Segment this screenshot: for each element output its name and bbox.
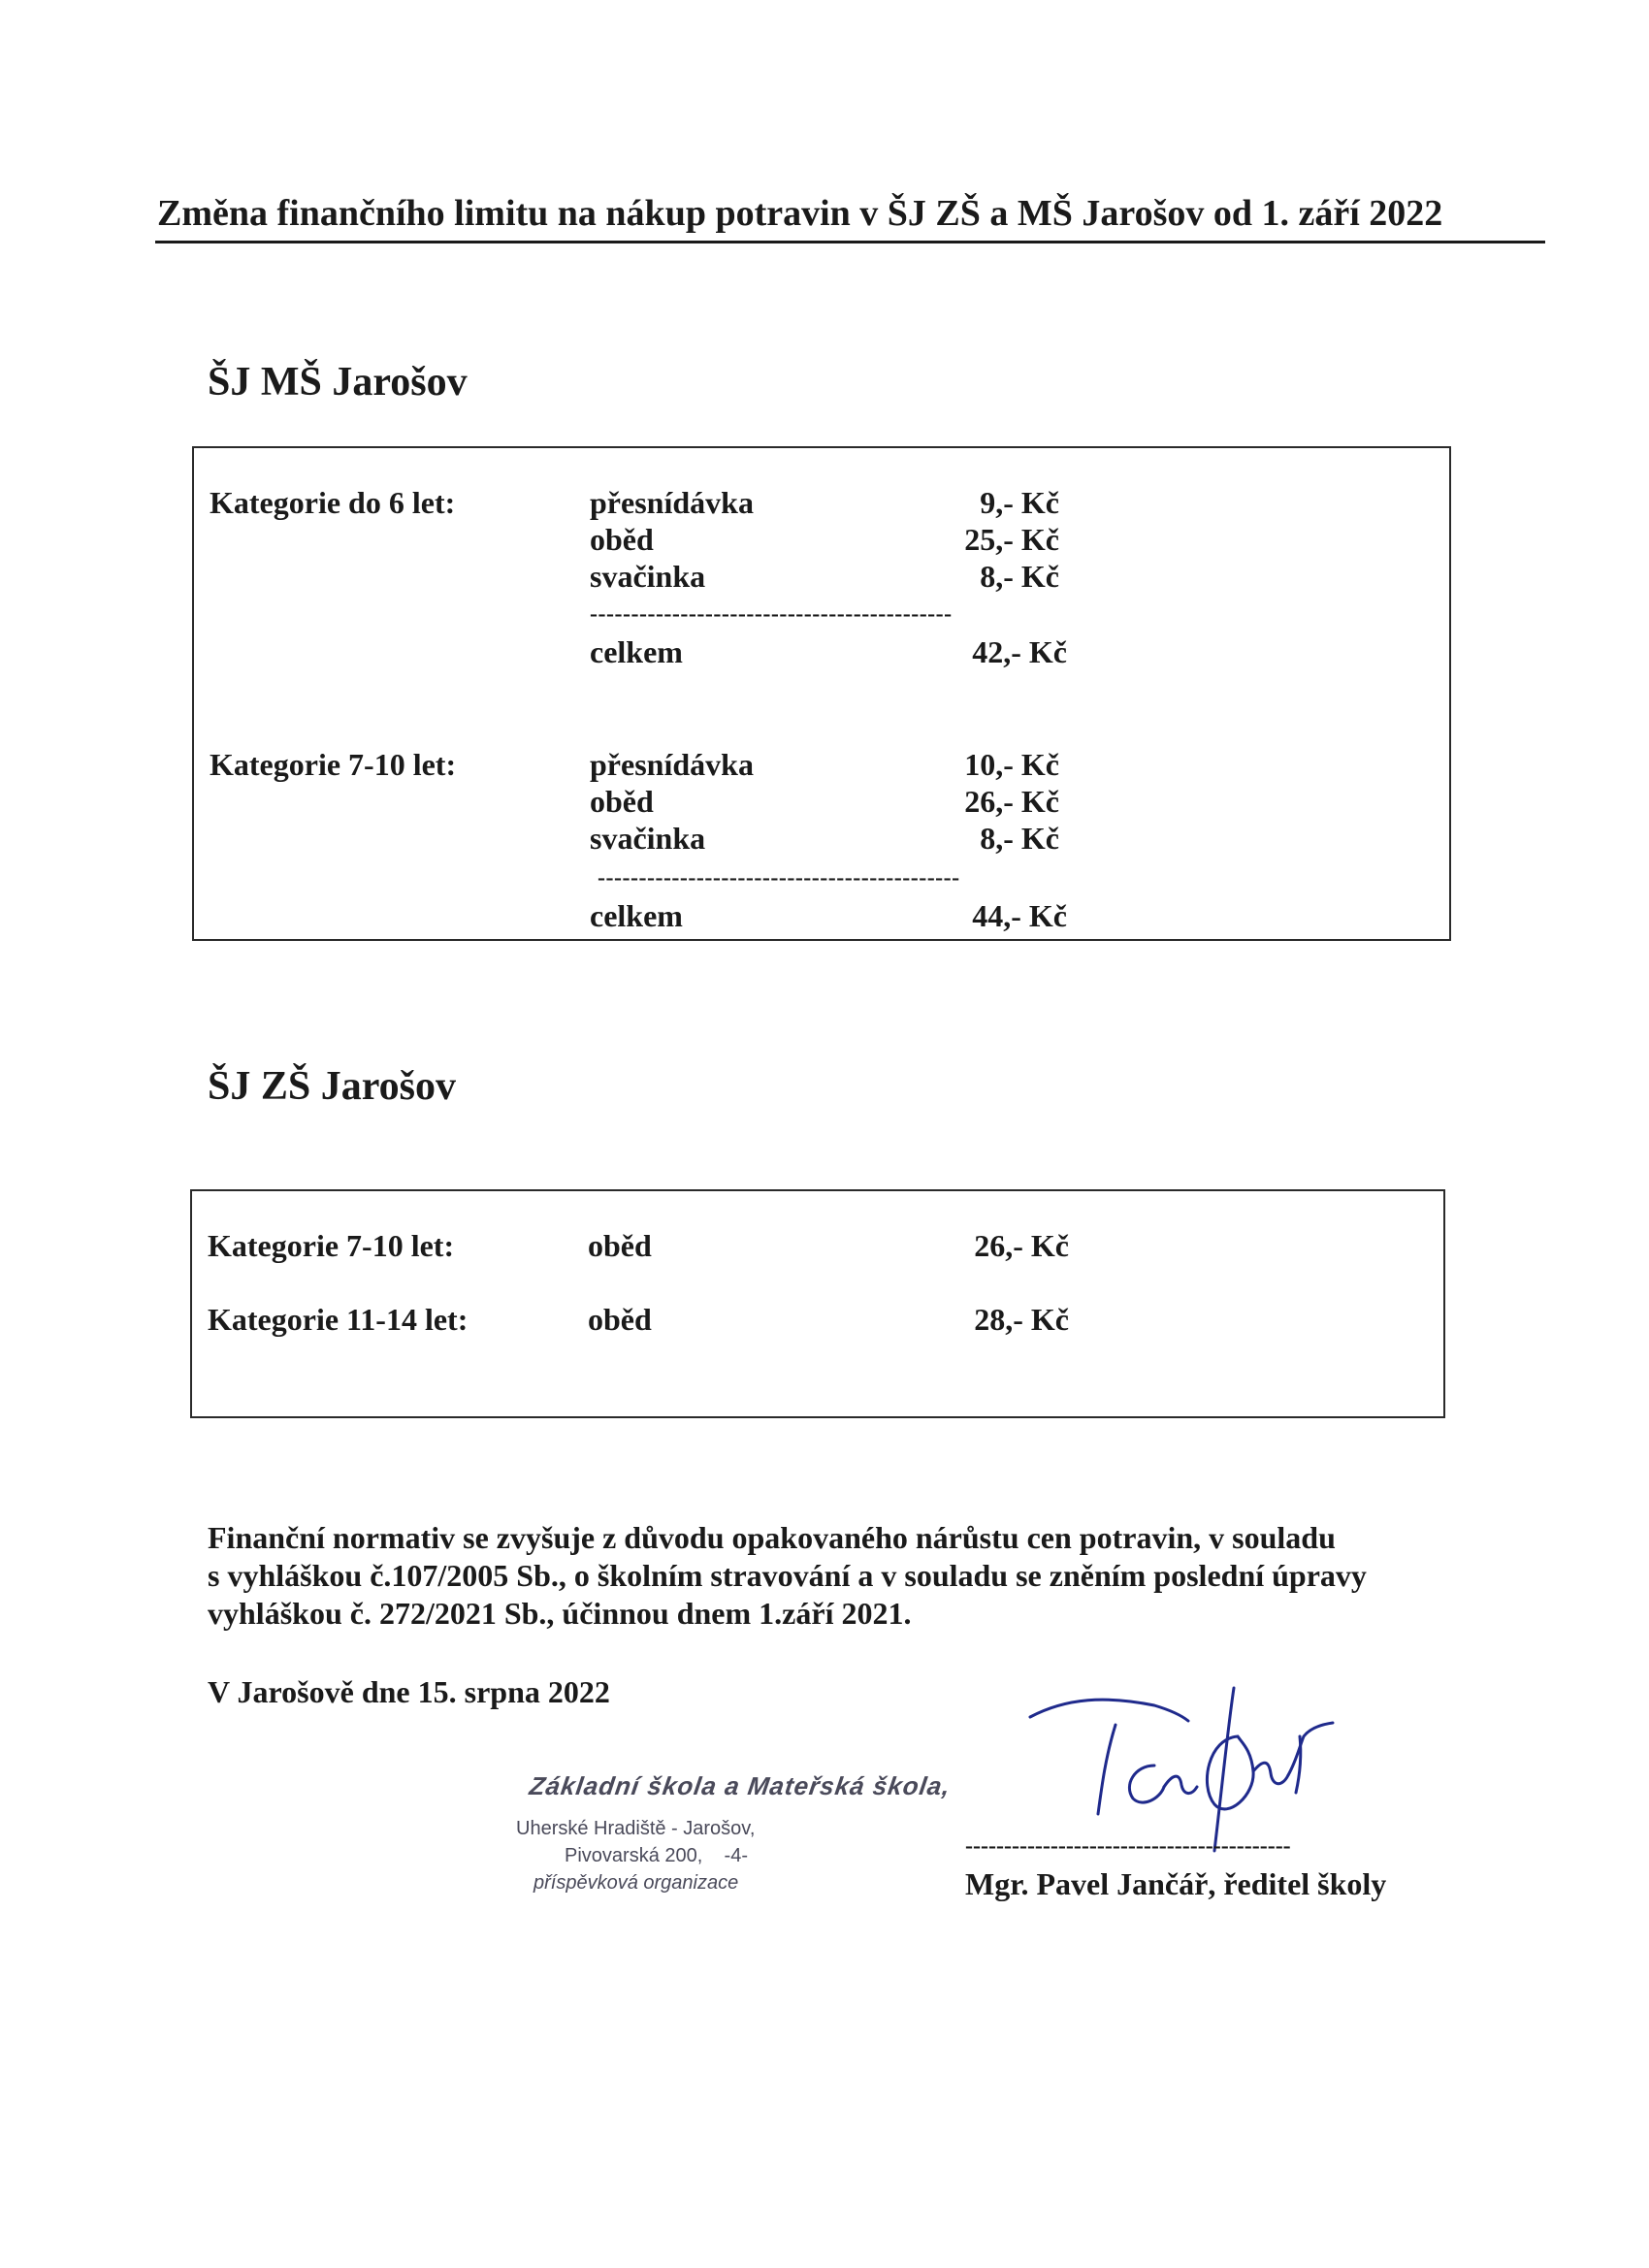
- category-label: Kategorie 7-10 let:: [210, 747, 457, 782]
- meal-name: oběd: [590, 784, 654, 819]
- meal-amount: 9,- Kč: [980, 485, 1059, 520]
- total-amount: 44,- Kč: [972, 898, 1067, 933]
- ms-section-heading: ŠJ MŠ Jarošov: [208, 360, 468, 405]
- meal-name: svačinka: [590, 821, 706, 856]
- title-underline: [155, 241, 1545, 243]
- total-label: celkem: [590, 898, 683, 933]
- document-title: Změna finančního limitu na nákup potravin v ŠJ ZŠ a MŠ Jarošov od 1. září 2022: [157, 193, 1443, 234]
- meal-amount: 28,- Kč: [974, 1302, 1069, 1337]
- meal-amount: 8,- Kč: [980, 559, 1059, 594]
- category-label: Kategorie 7-10 let:: [208, 1228, 455, 1263]
- meal-name: oběd: [590, 522, 654, 557]
- meal-name: svačinka: [590, 559, 706, 594]
- meal-amount: 25,- Kč: [964, 522, 1059, 557]
- school-stamp: [504, 1771, 953, 1907]
- meal-amount: 10,- Kč: [964, 747, 1059, 782]
- category-label: Kategorie do 6 let:: [210, 485, 456, 520]
- category-label: Kategorie 11-14 let:: [208, 1302, 469, 1337]
- total-amount: 42,- Kč: [972, 634, 1067, 669]
- meal-name: přesnídávka: [590, 747, 754, 782]
- explanatory-note: [208, 1519, 1469, 1633]
- handwritten-signature: [1009, 1678, 1339, 1853]
- meal-amount: 8,- Kč: [980, 821, 1059, 856]
- place-and-date: V Jarošově dne 15. srpna 2022: [208, 1674, 610, 1709]
- separator-line: --------------------------------------------: [598, 865, 960, 891]
- signer-name: Mgr. Pavel Jančář, ředitel školy: [965, 1866, 1387, 1901]
- meal-name: oběd: [588, 1228, 652, 1263]
- note-line: vyhláškou č. 272/2021 Sb., účinnou dnem 1.září 2021.: [208, 1596, 912, 1631]
- separator-line: --------------------------------------------: [590, 601, 953, 627]
- stamp-line: Pivovarská 200, -4-: [565, 1845, 748, 1866]
- note-line: Finanční normativ se zvyšuje z důvodu opakovaného nárůstu cen potravin, v souladu: [208, 1520, 1336, 1555]
- note-line: s vyhláškou č.107/2005 Sb., o školním stravování a v souladu se zněním poslední úpravy: [208, 1558, 1367, 1593]
- zs-section-heading: ŠJ ZŠ Jarošov: [208, 1064, 456, 1109]
- meal-amount: 26,- Kč: [974, 1228, 1069, 1263]
- total-label: celkem: [590, 634, 683, 669]
- meal-amount: 26,- Kč: [964, 784, 1059, 819]
- meal-name: oběd: [588, 1302, 652, 1337]
- stamp-line: Uherské Hradiště - Jarošov,: [516, 1818, 756, 1839]
- signature-line: ------------------------------------------: [965, 1833, 1291, 1859]
- meal-name: přesnídávka: [590, 485, 754, 520]
- stamp-line: Základní škola a Mateřská škola,: [527, 1771, 953, 1800]
- stamp-line: příspěvková organizace: [534, 1872, 739, 1894]
